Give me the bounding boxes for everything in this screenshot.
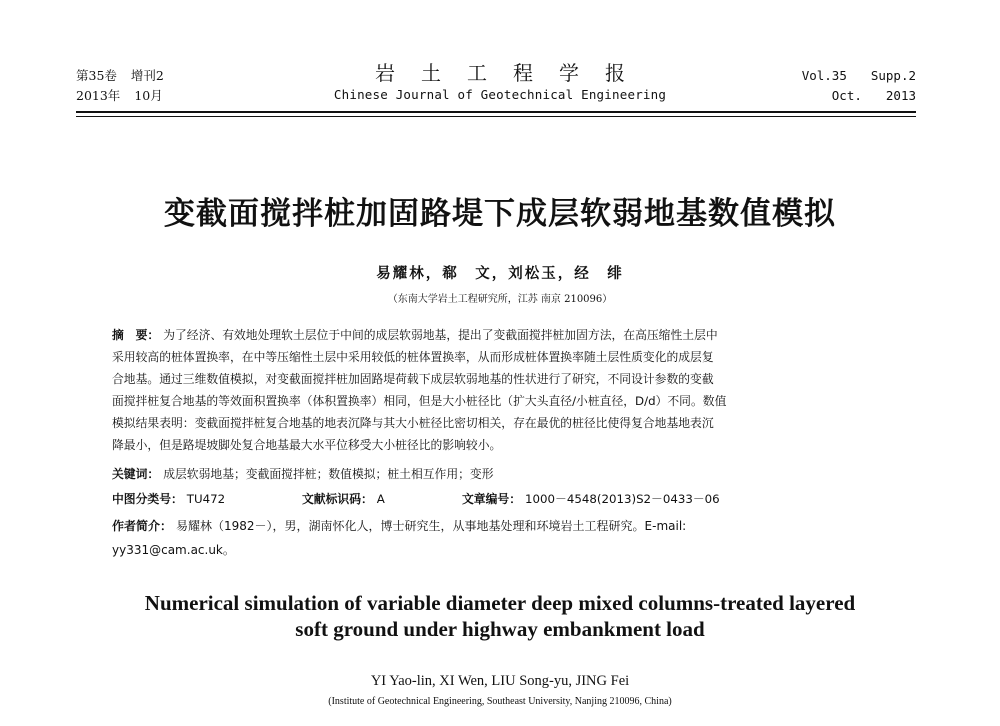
- affiliation-cn: （东南大学岩土工程研究所，江苏 南京 210096）: [387, 294, 613, 305]
- abstract-cn: [112, 324, 902, 456]
- abstract-line: 合地基。通过三维数值模拟，对变截面搅拌桩加固路堤荷载下成层软弱地基的性状进行了研究，不同设计参数的变截: [112, 372, 714, 386]
- paper-title-en: [60, 590, 940, 642]
- article-no-value: 1000－4548(2013)S2－0433－06: [525, 492, 720, 506]
- abstract-line: 模拟结果表明：变截面搅拌桩复合地基的地表沉降与其大小桩径比密切相关，存在最优的桩径比使得复合地基地表沉: [112, 416, 714, 430]
- journal-name: [300, 60, 700, 104]
- abstract-line: [112, 324, 902, 346]
- month-en: Oct.: [831, 88, 862, 103]
- author-bio: [112, 514, 902, 562]
- volume-cn: 第35卷: [76, 68, 117, 83]
- keywords-text: 成层软弱地基；变截面搅拌桩；数值模拟；桩土相互作用；变形: [163, 467, 494, 481]
- volume-en: Vol.35: [801, 68, 847, 83]
- authors-cn: 易耀林，郗 文，刘松玉，经 绯: [376, 265, 624, 282]
- article-no-label: 文章编号：: [462, 492, 521, 506]
- keywords-label: 关键词：: [112, 467, 160, 481]
- bio-text: 易耀林（1982－），男，湖南怀化人，博士研究生，从事地基处理和环境岩土工程研究。E-mail:: [176, 519, 687, 533]
- abstract-line: 降最小，但是路堤坡脚处复合地基最大水平位移受大小桩径比的影响较小。: [112, 438, 502, 452]
- title-en-line: Numerical simulation of variable diameter deep mixed columns-treated layered: [144, 591, 856, 615]
- classification-row: [112, 489, 902, 509]
- abstract-text: 为了经济、有效地处理软土层位于中间的成层软弱地基，提出了变截面搅拌桩加固方法，在高压缩性土层中: [163, 328, 718, 342]
- journal-name-en: Chinese Journal of Geotechnical Engineering: [333, 87, 667, 102]
- clc-value: TU472: [186, 492, 226, 506]
- doc-code-label: 文献标识码：: [302, 492, 373, 506]
- clc-label: 中图分类号：: [112, 492, 183, 506]
- bio-email: yy331@cam.ac.uk。: [112, 543, 235, 557]
- supplement-cn: 增刊2: [130, 68, 164, 83]
- affiliation-en: (Institute of Geotechnical Engineering, Southeast University, Nanjing 210096, China): [328, 696, 672, 707]
- header-rule-thick: [76, 111, 916, 113]
- title-en-line: soft ground under highway embankment load: [295, 617, 705, 641]
- header-rule-thin: [76, 116, 916, 117]
- abstract-label: 摘 要：: [112, 328, 160, 342]
- header-right: [802, 66, 916, 106]
- supplement-en: Supp.2: [870, 68, 916, 83]
- keywords: [112, 464, 902, 484]
- year-cn: 2013年: [76, 88, 121, 103]
- year-en: 2013: [885, 88, 916, 103]
- bio-label: 作者简介：: [112, 519, 173, 533]
- header-left: [76, 66, 178, 106]
- doc-code-value: A: [376, 492, 385, 506]
- month-cn: 10月: [134, 88, 163, 103]
- authors-en: YI Yao-lin, XI Wen, LIU Song-yu, JING Fei: [370, 673, 630, 689]
- paper-title-cn: 变截面搅拌桩加固路堤下成层软弱地基数值模拟: [164, 196, 836, 232]
- abstract-line: 面搅拌桩复合地基的等效面积置换率（体积置换率）相同，但是大小桩径比（扩大头直径/小桩直径，D/d）不同。数值: [112, 394, 727, 408]
- journal-name-cn: 岩土工程学报: [375, 61, 651, 85]
- abstract-line: 采用较高的桩体置换率，在中等压缩性土层中采用较低的桩体置换率，从而形成桩体置换率随土层性质变化的成层复: [112, 350, 714, 364]
